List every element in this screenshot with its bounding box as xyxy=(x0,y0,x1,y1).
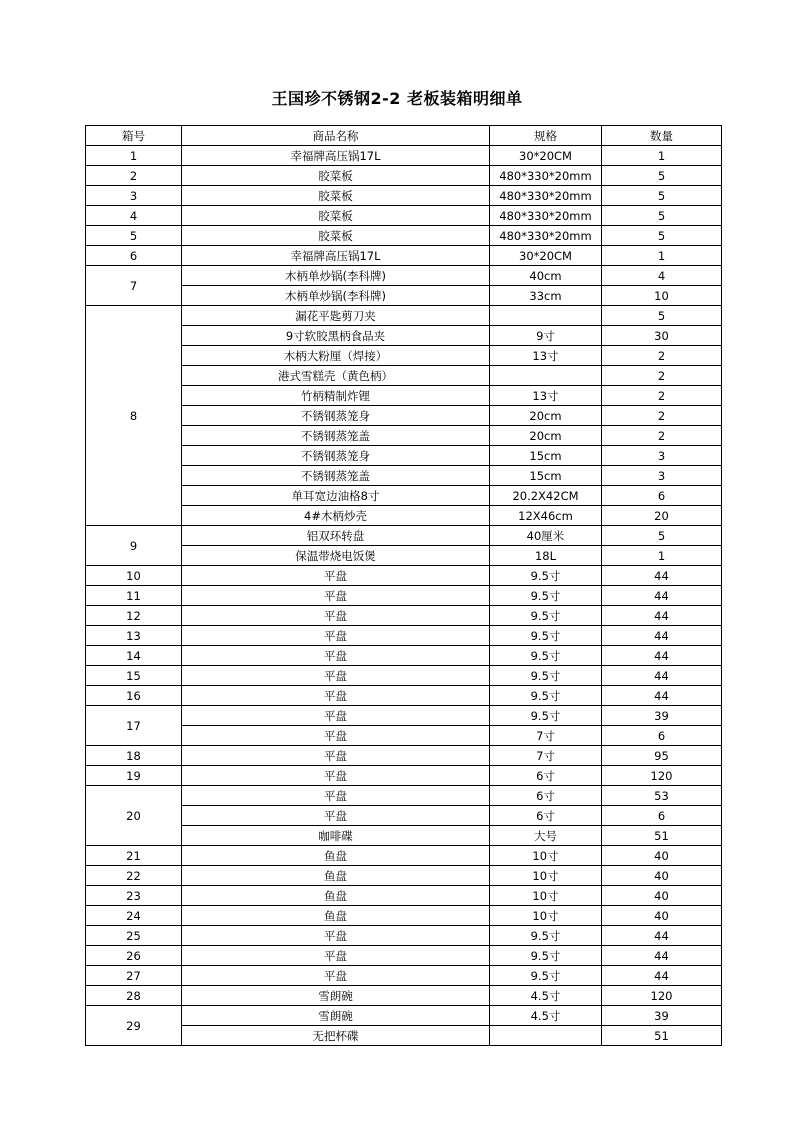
product-name-cell: 铝双环转盘 xyxy=(182,526,490,546)
product-name-cell: 胶菜板 xyxy=(182,206,490,226)
product-name-cell: 鱼盘 xyxy=(182,886,490,906)
product-name-cell: 保温带烧电饭煲 xyxy=(182,546,490,566)
table-row xyxy=(86,686,722,706)
spec-cell: 10寸 xyxy=(490,886,602,906)
spec-cell: 10寸 xyxy=(490,866,602,886)
product-name-cell: 平盘 xyxy=(182,566,490,586)
product-name-cell: 平盘 xyxy=(182,806,490,826)
box-number-cell: 14 xyxy=(86,646,182,666)
box-number-cell: 11 xyxy=(86,586,182,606)
header-box-number: 箱号 xyxy=(86,126,182,146)
table-row xyxy=(86,606,722,626)
spec-cell xyxy=(490,1026,602,1046)
quantity-cell: 10 xyxy=(602,286,722,306)
quantity-cell: 3 xyxy=(602,446,722,466)
product-name-cell: 4#木柄炒壳 xyxy=(182,506,490,526)
table-row xyxy=(86,766,722,786)
product-name-cell: 平盘 xyxy=(182,766,490,786)
table-row xyxy=(86,306,722,326)
spec-cell: 30*20CM xyxy=(490,246,602,266)
product-name-cell: 木柄大粉厘（焊接） xyxy=(182,346,490,366)
spec-cell: 大号 xyxy=(490,826,602,846)
box-number-cell: 10 xyxy=(86,566,182,586)
table-row xyxy=(86,386,722,406)
table-row xyxy=(86,186,722,206)
box-number-cell: 20 xyxy=(86,786,182,846)
spec-cell: 20cm xyxy=(490,406,602,426)
quantity-cell: 2 xyxy=(602,346,722,366)
quantity-cell: 5 xyxy=(602,526,722,546)
box-number-cell: 27 xyxy=(86,966,182,986)
spec-cell: 40厘米 xyxy=(490,526,602,546)
spec-cell xyxy=(490,366,602,386)
spec-cell: 9.5寸 xyxy=(490,686,602,706)
product-name-cell: 平盘 xyxy=(182,926,490,946)
quantity-cell: 6 xyxy=(602,726,722,746)
table-row xyxy=(86,586,722,606)
box-number-cell: 1 xyxy=(86,146,182,166)
table-row xyxy=(86,806,722,826)
quantity-cell: 44 xyxy=(602,666,722,686)
spec-cell: 13寸 xyxy=(490,386,602,406)
quantity-cell: 4 xyxy=(602,266,722,286)
product-name-cell: 平盘 xyxy=(182,626,490,646)
table-row xyxy=(86,966,722,986)
product-name-cell: 平盘 xyxy=(182,946,490,966)
box-number-cell: 13 xyxy=(86,626,182,646)
box-number-cell: 23 xyxy=(86,886,182,906)
product-name-cell: 不锈钢蒸笼盖 xyxy=(182,466,490,486)
spec-cell: 20.2X42CM xyxy=(490,486,602,506)
packing-list-table xyxy=(85,125,722,1046)
quantity-cell: 44 xyxy=(602,566,722,586)
quantity-cell: 44 xyxy=(602,586,722,606)
product-name-cell: 不锈钢蒸笼身 xyxy=(182,406,490,426)
header-product-name: 商品名称 xyxy=(182,126,490,146)
quantity-cell: 1 xyxy=(602,546,722,566)
product-name-cell: 不锈钢蒸笼盖 xyxy=(182,426,490,446)
table-row xyxy=(86,446,722,466)
product-name-cell: 平盘 xyxy=(182,706,490,726)
product-name-cell: 平盘 xyxy=(182,786,490,806)
box-number-cell: 9 xyxy=(86,526,182,566)
box-number-cell: 29 xyxy=(86,1006,182,1046)
table-row xyxy=(86,266,722,286)
box-number-cell: 4 xyxy=(86,206,182,226)
table-row xyxy=(86,706,722,726)
product-name-cell: 鱼盘 xyxy=(182,866,490,886)
table-row xyxy=(86,326,722,346)
box-number-cell: 18 xyxy=(86,746,182,766)
table-row xyxy=(86,206,722,226)
quantity-cell: 1 xyxy=(602,146,722,166)
table-row xyxy=(86,866,722,886)
quantity-cell: 40 xyxy=(602,866,722,886)
quantity-cell: 5 xyxy=(602,206,722,226)
spec-cell: 6寸 xyxy=(490,766,602,786)
table-row xyxy=(86,526,722,546)
product-name-cell: 平盘 xyxy=(182,586,490,606)
box-number-cell: 6 xyxy=(86,246,182,266)
box-number-cell: 5 xyxy=(86,226,182,246)
product-name-cell: 胶菜板 xyxy=(182,226,490,246)
quantity-cell: 2 xyxy=(602,426,722,446)
spec-cell: 7寸 xyxy=(490,726,602,746)
spec-cell: 480*330*20mm xyxy=(490,166,602,186)
spec-cell: 40cm xyxy=(490,266,602,286)
quantity-cell: 39 xyxy=(602,1006,722,1026)
spec-cell: 9.5寸 xyxy=(490,606,602,626)
quantity-cell: 44 xyxy=(602,606,722,626)
spec-cell xyxy=(490,306,602,326)
spec-cell: 6寸 xyxy=(490,786,602,806)
quantity-cell: 20 xyxy=(602,506,722,526)
spec-cell: 9.5寸 xyxy=(490,966,602,986)
product-name-cell: 平盘 xyxy=(182,746,490,766)
box-number-cell: 2 xyxy=(86,166,182,186)
quantity-cell: 5 xyxy=(602,166,722,186)
table-row xyxy=(86,946,722,966)
table-row xyxy=(86,246,722,266)
table-row xyxy=(86,666,722,686)
product-name-cell: 平盘 xyxy=(182,726,490,746)
box-number-cell: 17 xyxy=(86,706,182,746)
quantity-cell: 3 xyxy=(602,466,722,486)
box-number-cell: 15 xyxy=(86,666,182,686)
table-row xyxy=(86,486,722,506)
table-row xyxy=(86,726,722,746)
box-number-cell: 22 xyxy=(86,866,182,886)
product-name-cell: 雪朗碗 xyxy=(182,986,490,1006)
quantity-cell: 6 xyxy=(602,806,722,826)
product-name-cell: 平盘 xyxy=(182,606,490,626)
product-name-cell: 竹柄精制炸锂 xyxy=(182,386,490,406)
quantity-cell: 1 xyxy=(602,246,722,266)
spec-cell: 10寸 xyxy=(490,846,602,866)
table-row xyxy=(86,226,722,246)
product-name-cell: 港式雪糕壳（黄色柄） xyxy=(182,366,490,386)
product-name-cell: 平盘 xyxy=(182,646,490,666)
product-name-cell: 单耳宽边油格8寸 xyxy=(182,486,490,506)
spec-cell: 9.5寸 xyxy=(490,586,602,606)
box-number-cell: 7 xyxy=(86,266,182,306)
table-row xyxy=(86,566,722,586)
quantity-cell: 2 xyxy=(602,386,722,406)
quantity-cell: 5 xyxy=(602,226,722,246)
header-quantity: 数量 xyxy=(602,126,722,146)
spec-cell: 13寸 xyxy=(490,346,602,366)
quantity-cell: 40 xyxy=(602,906,722,926)
product-name-cell: 胶菜板 xyxy=(182,166,490,186)
table-row xyxy=(86,646,722,666)
spec-cell: 9.5寸 xyxy=(490,926,602,946)
product-name-cell: 咖啡碟 xyxy=(182,826,490,846)
quantity-cell: 30 xyxy=(602,326,722,346)
quantity-cell: 39 xyxy=(602,706,722,726)
table-header-row xyxy=(86,126,722,146)
product-name-cell: 幸福牌高压锅17L xyxy=(182,246,490,266)
table-row xyxy=(86,786,722,806)
spec-cell: 18L xyxy=(490,546,602,566)
table-row xyxy=(86,1006,722,1026)
table-row xyxy=(86,366,722,386)
quantity-cell: 120 xyxy=(602,986,722,1006)
table-row xyxy=(86,426,722,446)
product-name-cell: 无把杯碟 xyxy=(182,1026,490,1046)
product-name-cell: 胶菜板 xyxy=(182,186,490,206)
spec-cell: 9.5寸 xyxy=(490,566,602,586)
table-row xyxy=(86,986,722,1006)
spec-cell: 33cm xyxy=(490,286,602,306)
spec-cell: 9.5寸 xyxy=(490,946,602,966)
quantity-cell: 2 xyxy=(602,366,722,386)
spec-cell: 12X46cm xyxy=(490,506,602,526)
product-name-cell: 平盘 xyxy=(182,686,490,706)
product-name-cell: 鱼盘 xyxy=(182,846,490,866)
table-row xyxy=(86,546,722,566)
table-row xyxy=(86,166,722,186)
table-row xyxy=(86,746,722,766)
quantity-cell: 51 xyxy=(602,1026,722,1046)
product-name-cell: 雪朗碗 xyxy=(182,1006,490,1026)
quantity-cell: 5 xyxy=(602,186,722,206)
quantity-cell: 95 xyxy=(602,746,722,766)
box-number-cell: 3 xyxy=(86,186,182,206)
table-row xyxy=(86,286,722,306)
box-number-cell: 26 xyxy=(86,946,182,966)
table-row xyxy=(86,406,722,426)
quantity-cell: 5 xyxy=(602,306,722,326)
quantity-cell: 44 xyxy=(602,626,722,646)
quantity-cell: 2 xyxy=(602,406,722,426)
table-row xyxy=(86,906,722,926)
table-row xyxy=(86,146,722,166)
box-number-cell: 12 xyxy=(86,606,182,626)
box-number-cell: 16 xyxy=(86,686,182,706)
spec-cell: 9寸 xyxy=(490,326,602,346)
product-name-cell: 木柄单炒锅(李科牌) xyxy=(182,286,490,306)
box-number-cell: 21 xyxy=(86,846,182,866)
table-row xyxy=(86,926,722,946)
box-number-cell: 19 xyxy=(86,766,182,786)
quantity-cell: 44 xyxy=(602,966,722,986)
box-number-cell: 24 xyxy=(86,906,182,926)
product-name-cell: 鱼盘 xyxy=(182,906,490,926)
quantity-cell: 44 xyxy=(602,686,722,706)
spec-cell: 10寸 xyxy=(490,906,602,926)
product-name-cell: 漏花平匙剪刀夹 xyxy=(182,306,490,326)
table-row xyxy=(86,466,722,486)
spec-cell: 9.5寸 xyxy=(490,646,602,666)
spec-cell: 9.5寸 xyxy=(490,626,602,646)
document-title: 王国珍不锈钢2-2 老板装箱明细单 xyxy=(271,89,523,108)
spec-cell: 7寸 xyxy=(490,746,602,766)
product-name-cell: 平盘 xyxy=(182,666,490,686)
spec-cell: 6寸 xyxy=(490,806,602,826)
quantity-cell: 40 xyxy=(602,846,722,866)
spec-cell: 15cm xyxy=(490,446,602,466)
product-name-cell: 幸福牌高压锅17L xyxy=(182,146,490,166)
quantity-cell: 6 xyxy=(602,486,722,506)
quantity-cell: 53 xyxy=(602,786,722,806)
quantity-cell: 44 xyxy=(602,646,722,666)
spec-cell: 480*330*20mm xyxy=(490,226,602,246)
quantity-cell: 44 xyxy=(602,946,722,966)
product-name-cell: 平盘 xyxy=(182,966,490,986)
box-number-cell: 28 xyxy=(86,986,182,1006)
spec-cell: 4.5寸 xyxy=(490,986,602,1006)
table-row xyxy=(86,346,722,366)
table-row xyxy=(86,506,722,526)
spec-cell: 4.5寸 xyxy=(490,1006,602,1026)
table-row xyxy=(86,626,722,646)
spec-cell: 30*20CM xyxy=(490,146,602,166)
spec-cell: 9.5寸 xyxy=(490,666,602,686)
spec-cell: 480*330*20mm xyxy=(490,206,602,226)
quantity-cell: 120 xyxy=(602,766,722,786)
quantity-cell: 44 xyxy=(602,926,722,946)
header-specification: 规格 xyxy=(490,126,602,146)
spec-cell: 20cm xyxy=(490,426,602,446)
table-row xyxy=(86,886,722,906)
spec-cell: 480*330*20mm xyxy=(490,186,602,206)
table-row xyxy=(86,846,722,866)
table-row xyxy=(86,1026,722,1046)
table-row xyxy=(86,826,722,846)
quantity-cell: 51 xyxy=(602,826,722,846)
product-name-cell: 木柄单炒锅(李科牌) xyxy=(182,266,490,286)
quantity-cell: 40 xyxy=(602,886,722,906)
product-name-cell: 9寸软胶黑柄食品夹 xyxy=(182,326,490,346)
box-number-cell: 25 xyxy=(86,926,182,946)
table-body xyxy=(86,146,722,1046)
product-name-cell: 不锈钢蒸笼身 xyxy=(182,446,490,466)
spec-cell: 9.5寸 xyxy=(490,706,602,726)
spec-cell: 15cm xyxy=(490,466,602,486)
box-number-cell: 8 xyxy=(86,306,182,526)
